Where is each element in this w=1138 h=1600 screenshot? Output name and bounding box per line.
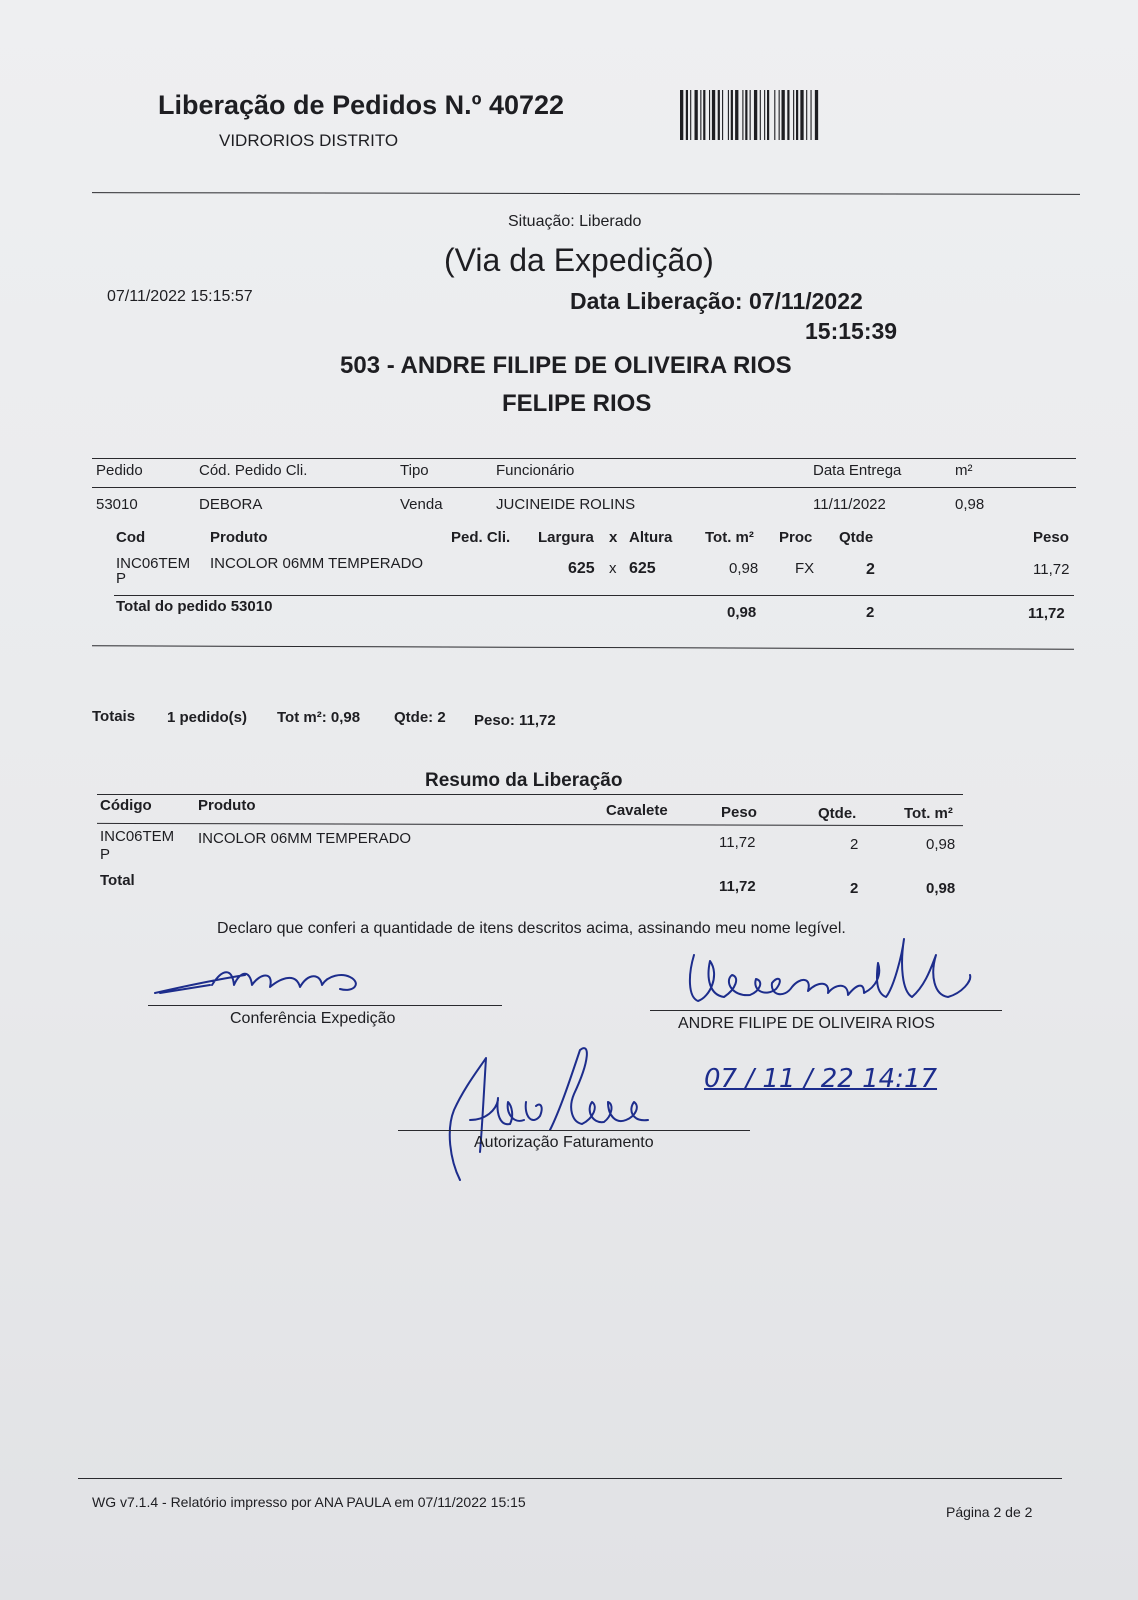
col-largura: Largura <box>538 529 594 546</box>
order-total-qtde: 2 <box>866 604 875 621</box>
cliente-signature-line <box>650 1010 1002 1011</box>
order-table-bottom-rule <box>92 645 1074 649</box>
data-liberacao-time: 15:15:39 <box>805 318 898 344</box>
document-title: Liberação de Pedidos N.º 40722 <box>158 90 565 120</box>
resumo-header-rule <box>97 823 963 826</box>
resumo-col-codigo: Código <box>100 797 152 814</box>
order-total-m2: 0,98 <box>727 604 757 621</box>
col-pedido: Pedido <box>96 462 143 479</box>
resumo-peso: 11,72 <box>719 834 756 851</box>
order-m2: 0,98 <box>955 496 985 513</box>
col-m2: m² <box>955 462 973 479</box>
order-total-peso: 11,72 <box>1028 605 1065 622</box>
order-header-rule <box>92 487 1076 488</box>
item-peso: 11,72 <box>1033 561 1070 578</box>
barcode <box>680 90 855 140</box>
cliente-signature <box>680 935 1000 1015</box>
declaration-text: Declaro que conferi a quantidade de itens descritos acima, assinando meu nome legível. <box>217 920 846 937</box>
footer-page: Página 2 de 2 <box>946 1504 1033 1520</box>
totais-label: Totais <box>92 708 136 725</box>
conferencia-signature <box>150 955 370 1005</box>
client-alias: FELIPE RIOS <box>502 390 652 417</box>
totais-tot-m2: Tot m²: 0,98 <box>277 709 361 726</box>
autorizacao-signature-line <box>398 1130 750 1131</box>
resumo-col-produto: Produto <box>198 797 256 814</box>
situacao-status: Situação: Liberado <box>508 213 642 230</box>
resumo-tot-m2: 0,98 <box>926 836 956 853</box>
col-produto: Produto <box>210 529 268 546</box>
item-produto: INCOLOR 06MM TEMPERADO <box>210 555 424 572</box>
order-cod-pedido-cli: DEBORA <box>199 496 263 513</box>
col-funcionario: Funcionário <box>496 462 575 479</box>
totais-pedidos: 1 pedido(s) <box>167 709 248 726</box>
conferencia-signature-line <box>148 1005 502 1006</box>
col-proc: Proc <box>779 529 813 546</box>
resumo-codigo-line2: P <box>100 846 111 863</box>
resumo-col-peso: Peso <box>721 804 757 821</box>
footer-rule <box>78 1478 1062 1479</box>
autorizacao-signature <box>440 1040 660 1190</box>
item-largura: 625 <box>568 560 595 577</box>
item-altura: 625 <box>629 560 656 577</box>
item-cod-line2: P <box>116 570 127 587</box>
resumo-qtde: 2 <box>850 836 859 853</box>
item-cod-line1: INC06TEM <box>116 555 191 572</box>
resumo-title: Resumo da Liberação <box>425 770 623 791</box>
resumo-col-cavalete: Cavalete <box>606 802 668 819</box>
resumo-col-qtde: Qtde. <box>818 805 857 822</box>
order-table-top-rule <box>92 458 1076 459</box>
order-funcionario: JUCINEIDE ROLINS <box>496 496 636 513</box>
col-tot-m2: Tot. m² <box>705 529 754 546</box>
print-datetime: 07/11/2022 15:15:57 <box>107 288 253 305</box>
item-proc: FX <box>795 560 815 577</box>
resumo-total-tot-m2: 0,98 <box>926 880 956 897</box>
header-divider <box>92 192 1080 195</box>
resumo-total-peso: 11,72 <box>719 878 756 895</box>
items-total-rule <box>114 595 1074 596</box>
resumo-top-rule <box>97 794 963 795</box>
company-name: VIDRORIOS DISTRITO <box>219 131 399 150</box>
resumo-total-label: Total <box>100 872 135 889</box>
autorizacao-label: Autorização Faturamento <box>474 1134 654 1151</box>
resumo-col-tot-m2: Tot. m² <box>904 805 953 822</box>
order-data-entrega: 11/11/2022 <box>813 496 886 513</box>
item-tot-m2: 0,98 <box>729 560 759 577</box>
order-tipo: Venda <box>400 496 443 513</box>
handwritten-date: 07 / 11 / 22 14:17 <box>704 1064 938 1094</box>
order-total-label: Total do pedido 53010 <box>116 598 273 615</box>
totais-qtde: Qtde: 2 <box>394 709 446 726</box>
col-cod-pedido-cli: Cód. Pedido Cli. <box>199 462 308 479</box>
data-liberacao: Data Liberação: 07/11/2022 <box>570 288 863 314</box>
col-qtde: Qtde <box>839 529 874 546</box>
col-x: x <box>609 529 618 546</box>
footer-printed-by: WG v7.1.4 - Relatório impresso por ANA PAULA em 07/11/2022 15:15 <box>92 1494 526 1510</box>
totais-peso: Peso: 11,72 <box>474 712 556 729</box>
cliente-label: ANDRE FILIPE DE OLIVEIRA RIOS <box>678 1015 935 1032</box>
via-label: (Via da Expedição) <box>444 242 714 278</box>
col-ped-cli: Ped. Cli. <box>451 529 511 546</box>
resumo-produto: INCOLOR 06MM TEMPERADO <box>198 830 412 847</box>
col-peso: Peso <box>1033 529 1069 546</box>
client-name: 503 - ANDRE FILIPE DE OLIVEIRA RIOS <box>340 352 792 379</box>
order-pedido: 53010 <box>96 496 138 513</box>
item-x: x <box>609 560 617 577</box>
col-cod: Cod <box>116 529 146 546</box>
resumo-codigo-line1: INC06TEM <box>100 828 175 845</box>
resumo-total-qtde: 2 <box>850 880 859 897</box>
conferencia-label: Conferência Expedição <box>230 1010 396 1027</box>
col-altura: Altura <box>629 529 673 546</box>
item-qtde: 2 <box>866 561 875 578</box>
col-tipo: Tipo <box>400 462 429 479</box>
col-data-entrega: Data Entrega <box>813 462 902 479</box>
